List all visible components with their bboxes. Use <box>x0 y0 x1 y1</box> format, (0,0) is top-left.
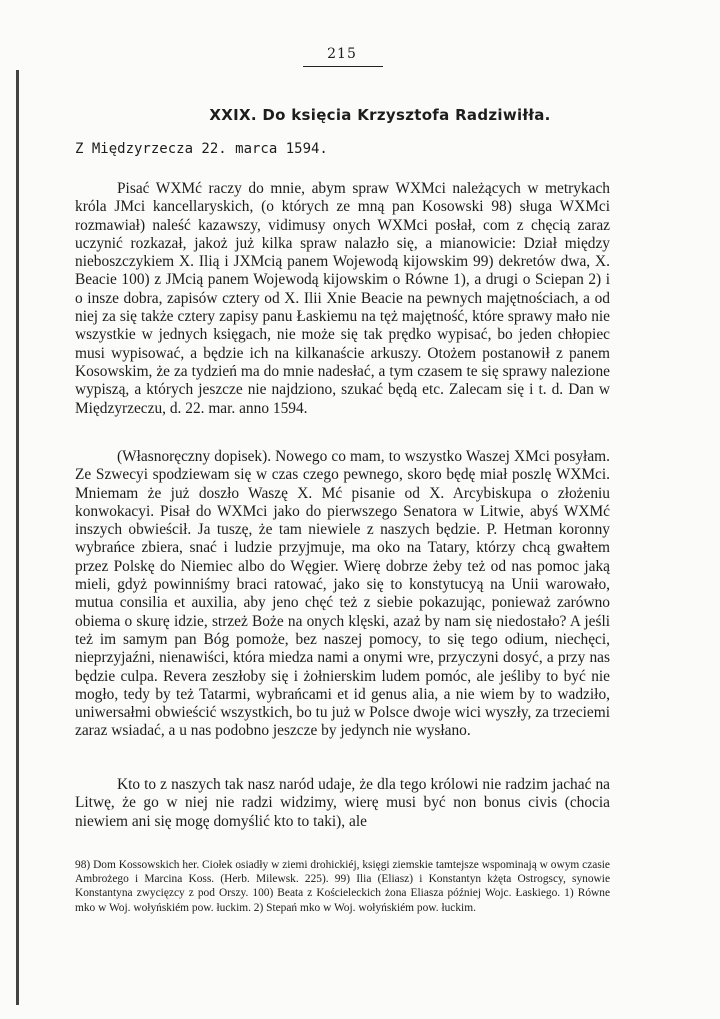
letter-dateline: Z Międzyrzecza 22. marca 1594. <box>75 141 328 157</box>
page-number-underline <box>303 66 383 67</box>
body-paragraph: Pisać WXMć raczy do mnie, abym spraw WXMci należących w metrykach króla JMci kancellaryskich, (o których ze mną pan Kosowski 98) sługa WXMci rozmawiał) naleść kazawszy, vidimusy onych WXMci posłał, com z chęcią zaraz uczynić rozkazał, jakoż już kilka spraw nalazło się, a mianowicie: Dział między nieboszczykiem X. Ilią i JXMcią panem Wojewodą kijowskim 99) dekretów dwa, X. Beacie 100) z JMcią panem Wojewodą kijowskim o Równe 1), a drugi o Sciepan 2) i o insze dobra, zapisów cztery od X. Ilii Xnie Beacie na pewnych majętnościach, a od niej za się także cztery zapisy panu Łaskiemu na tęż majętność, które sprawy mało nie wszystkie w jednych księgach, nie może się tak prędko wypisać, bo jeden chłopiec musi wypisować, a będzie ich na kilkanaście arkuszy. Otożem postanowił z panem Kosowskim, że za tydzień ma do mnie nadesłać, a tym czasem te się sprawy nalezione wypiszą, a których jeszcze nie najdziono, szukać będą etc. Zalecam się i t. d. Dan w Międzyrzeczu, d. 22. mar. anno 1594. <box>75 180 610 417</box>
letter-title: XXIX. Do księcia Krzysztofa Radziwiłła. <box>209 106 551 124</box>
body-paragraph: Kto to z naszych tak nasz naród udaje, że dla tego królowi nie radzim jachać na Litwę, że go w niej nie radzi widzimy, wierę musi być non bonus civis (chocia niewiem ani się mogę domyślić kto to taki), ale <box>75 776 610 830</box>
body-paragraph: (Własnoręczny dopisek). Nowego co mam, to wszystko Waszej XMci posyłam. Ze Szwecyi spodziewam się w czas czego pewnego, skoro będę miał poszlę WXMci. Mniemam że już doszło Waszę X. Mć pisanie od X. Arcybiskupa o złożeniu konwokacyi. Pisał do WXMci jako do pierwszego Senatora w Litwie, abyś WXMć inszych obwieścił. Ja tuszę, że tam niewiele z naszych będzie. P. Hetman koronny wybrańce zbiera, snać i ludzie przyjmuje, ma oko na Tatary, którzy chcą gwałtem przez Polskę do Niemiec albo do Węgier. Wierę dobrze żeby też od nas pomoc jaką mieli, gdyż powinniśmy braci ratować, jako się to konstytucyą na Unii warowało, mutua consilia et auxilia, aby jeno chęć też z siebie pokazując, ponieważ zarówno obiema o skurę idzie, strzeż Boże na onych klęski, azaż by nam się niedostało? A jeśli też im samym pan Bóg pomoże, bez naszej pomocy, to się tego odium, niechęci, nieprzyjaźni, nienawiści, która miedza nami a onymi wre, przyczyni dosyć, a przy nas będzie culpa. Revera zeszłoby się i żołnierskim ludem pomóc, ale jeśliby to być nie mogło, tedy by też Tatarmi, wybrańcami et id genus alia, a nie wiem by to wadziło, uniwersałmi obwieścić wszystkich, bo tu już w Polsce dwoje wici wyszły, za trzeciemi zaraz wsiadać, a u nas podobno jeszcze by jedynch nie wysłano. <box>75 448 610 740</box>
footnotes: 98) Dom Kossowskich her. Ciołek osiadły w ziemi drohickiéj, księgi ziemskie tamtejsze wspominają w owym czasie Ambrożego i Marcina Koss. (Herb. Milewsk. 225). 99) Ilia (Eliasz) i Konstantyn kżęta Ostrogscy, synowie Konstantyna zwycięzcy z pod Orszy. 100) Beata z Kościeleckich żona Eliasza później Wojc. Łaskiego. 1) Równe mko w Woj. wołyńskiém pow. łuckim. 2) Stepań mko w Woj. wołyńskiém pow. łuckim. <box>75 859 610 914</box>
page-number: 215 <box>327 46 357 62</box>
binding-edge-line <box>16 70 19 1005</box>
